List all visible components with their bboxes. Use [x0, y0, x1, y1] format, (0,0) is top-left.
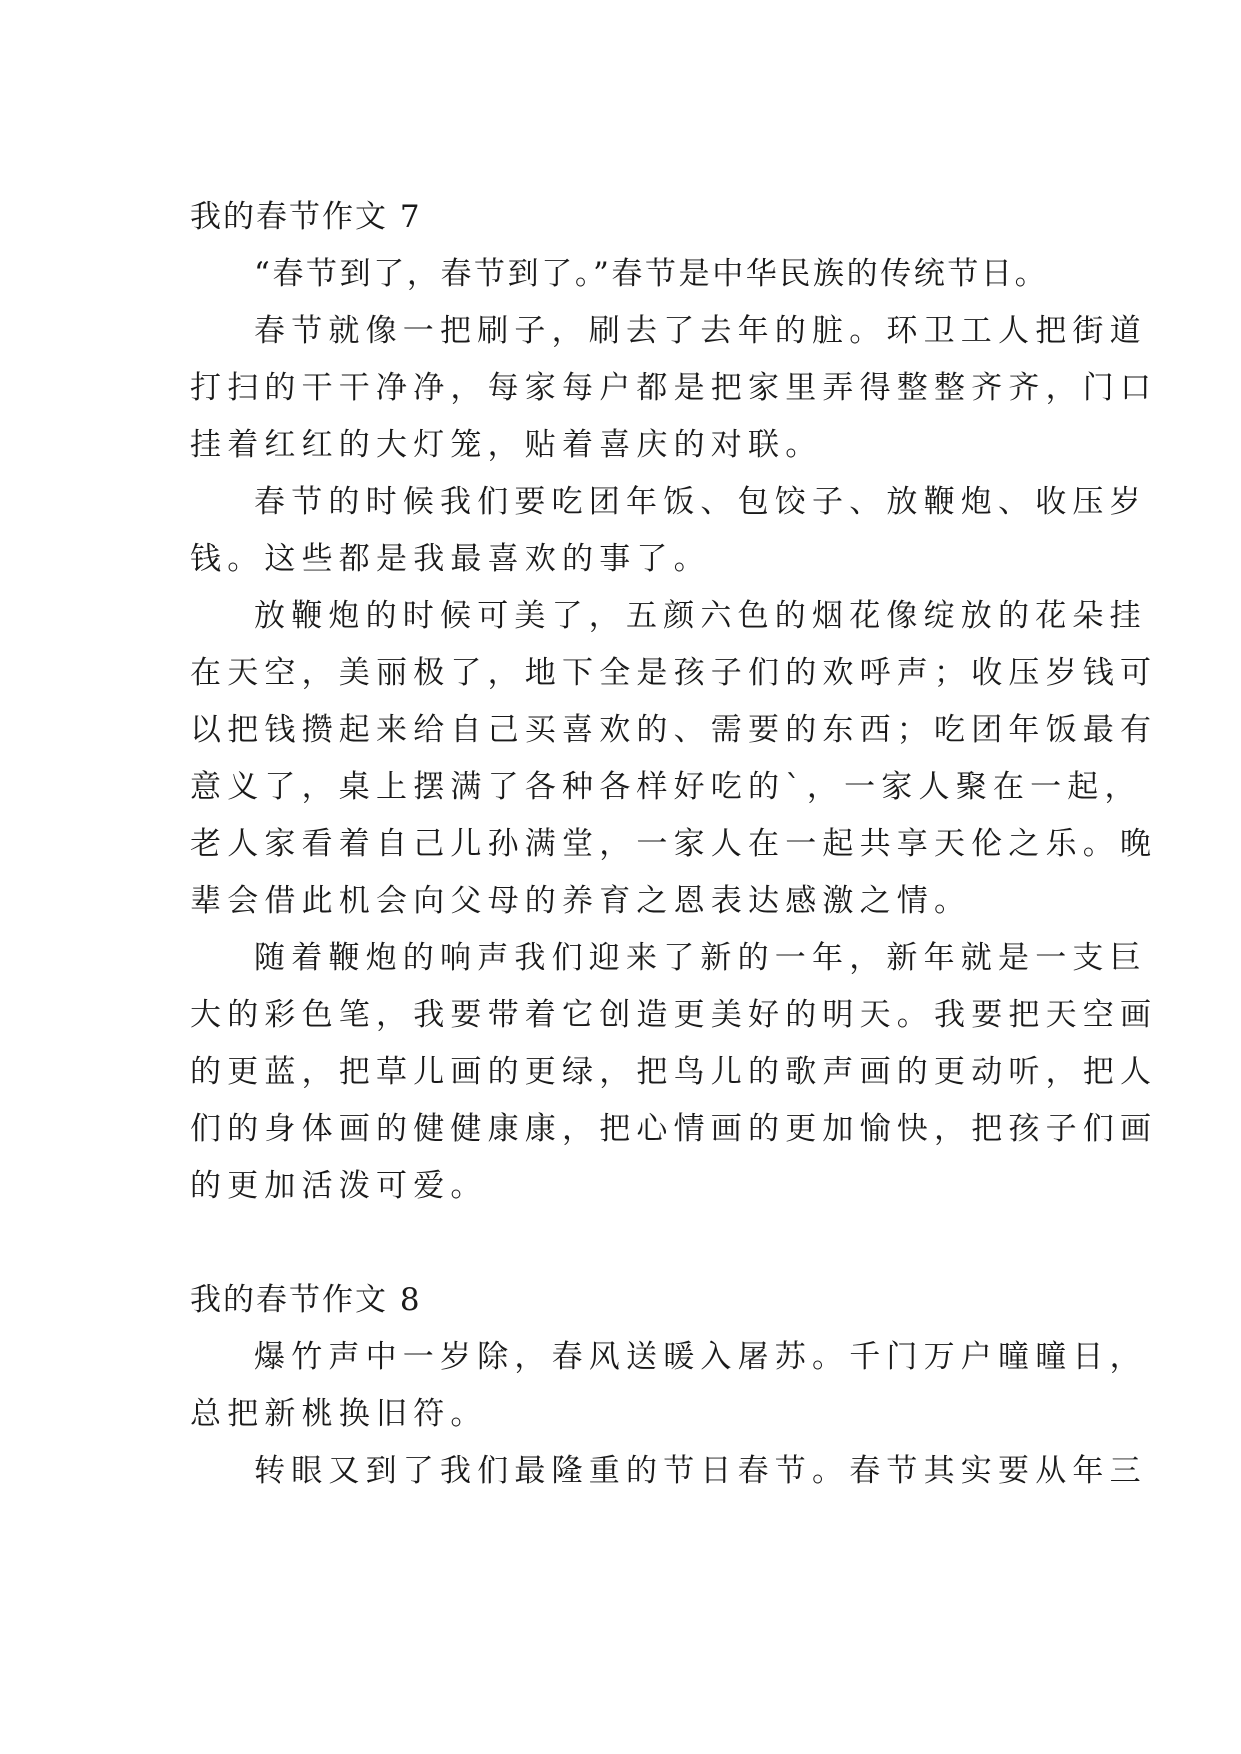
- paragraph-line: “春节到了，春节到了。”春节是中华民族的传统节日。: [254, 256, 1049, 292]
- paragraph-line: 大的彩色笔，我要带着它创造更美好的明天。我要把天空画: [190, 997, 1158, 1033]
- paragraph-line: 在天空，美丽极了，地下全是孩子们的欢呼声；收压岁钱可: [190, 655, 1158, 691]
- paragraph-line: 挂着红红的大灯笼，贴着喜庆的对联。: [190, 427, 823, 463]
- paragraph-line: 辈会借此机会向父母的养育之恩表达感激之情。: [190, 883, 972, 919]
- paragraph-line: 老人家看着自己儿孙满堂，一家人在一起共享天伦之乐。晚: [190, 826, 1158, 862]
- paragraph-line: 随着鞭炮的响声我们迎来了新的一年，新年就是一支巨: [254, 940, 1147, 976]
- section-title: 我的春节作文 8: [190, 1282, 422, 1318]
- paragraph-line: 春节就像一把刷子，刷去了去年的脏。环卫工人把街道: [254, 313, 1147, 349]
- paragraph-line: 意义了，桌上摆满了各种各样好吃的`，一家人聚在一起，: [190, 769, 1142, 805]
- paragraph-line: 以把钱攒起来给自己买喜欢的、需要的东西；吃团年饭最有: [190, 712, 1158, 748]
- paragraph-line: 的更蓝，把草儿画的更绿，把鸟儿的歌声画的更动听，把人: [190, 1054, 1158, 1090]
- paragraph-line: 春节的时候我们要吃团年饭、包饺子、放鞭炮、收压岁: [254, 484, 1147, 520]
- paragraph-line: 爆竹声中一岁除，春风送暖入屠苏。千门万户曈曈日，: [254, 1339, 1147, 1375]
- paragraph-line: 们的身体画的健健康康，把心情画的更加愉快，把孩子们画: [190, 1111, 1158, 1147]
- paragraph-line: 放鞭炮的时候可美了，五颜六色的烟花像绽放的花朵挂: [254, 598, 1147, 634]
- section-title: 我的春节作文 7: [190, 199, 422, 235]
- paragraph-line: 打扫的干干净净，每家每户都是把家里弄得整整齐齐，门口: [190, 370, 1158, 406]
- paragraph-line: 钱。这些都是我最喜欢的事了。: [190, 541, 711, 577]
- paragraph-line: 总把新桃换旧符。: [190, 1396, 488, 1432]
- paragraph-line: 转眼又到了我们最隆重的节日春节。春节其实要从年三: [254, 1453, 1147, 1489]
- paragraph-line: 的更加活泼可爱。: [190, 1168, 488, 1204]
